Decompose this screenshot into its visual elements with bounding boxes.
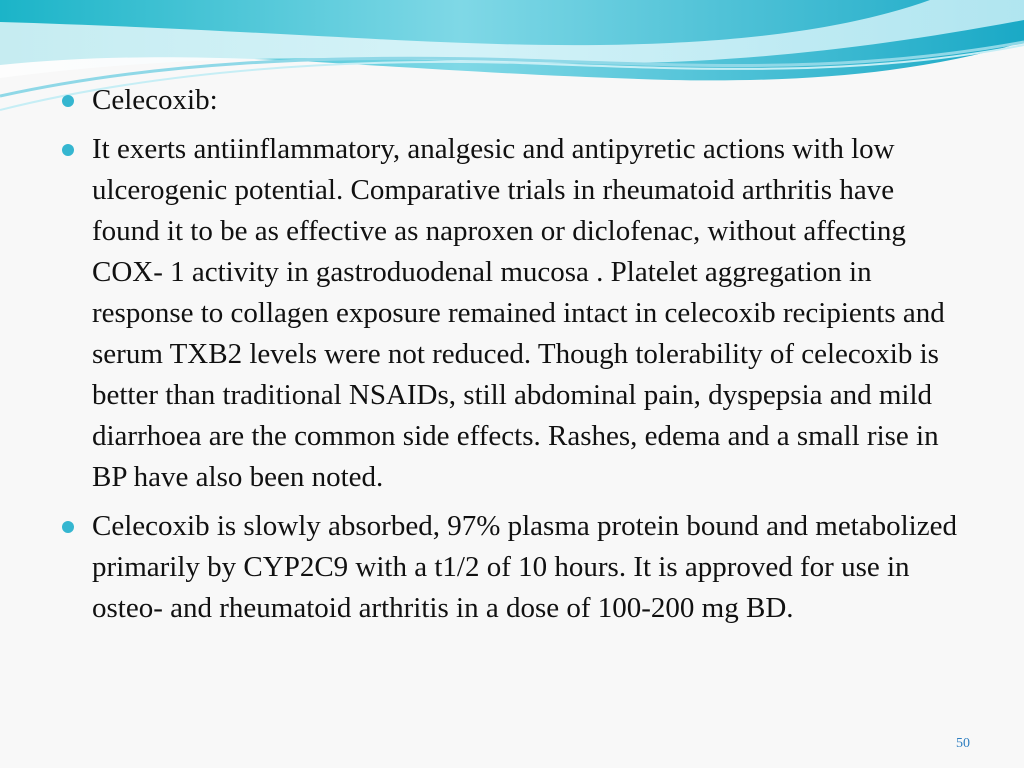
bullet-item — [54, 506, 964, 629]
slide-number: 50 — [956, 736, 970, 751]
bullet-dot-icon — [62, 95, 74, 107]
bullet-text: It exerts antiinflammatory, analgesic and antipyretic actions with low ulcerogenic potential. Comparative trials in rheumatoid arthritis have found it to be as effective as naproxen or diclofenac, without affecting COX- 1 activity in gastroduodenal mucosa . Platelet aggregation in response to collagen exposure remained intact in celecoxib recipients and serum TXB2 levels were not reduced. Though tolerability of celecoxib is better than traditional NSAIDs, still abdominal pain, dyspepsia and mild diarrhoea are the common side effects. Rashes, edema and a small rise in BP have also been noted. — [92, 133, 945, 493]
bullet-dot-icon — [62, 521, 74, 533]
slide-content — [54, 80, 964, 637]
bullet-item — [54, 80, 964, 121]
bullet-item — [54, 129, 964, 498]
bullet-dot-icon — [62, 144, 74, 156]
bullet-text: Celecoxib: — [92, 84, 218, 116]
bullet-text: Celecoxib is slowly absorbed, 97% plasma protein bound and metabolized primarily by CYP2C9 with a t1/2 of 10 hours. It is approved for use in osteo- and rheumatoid arthritis in a dose of 100-200 mg BD. — [92, 510, 957, 624]
